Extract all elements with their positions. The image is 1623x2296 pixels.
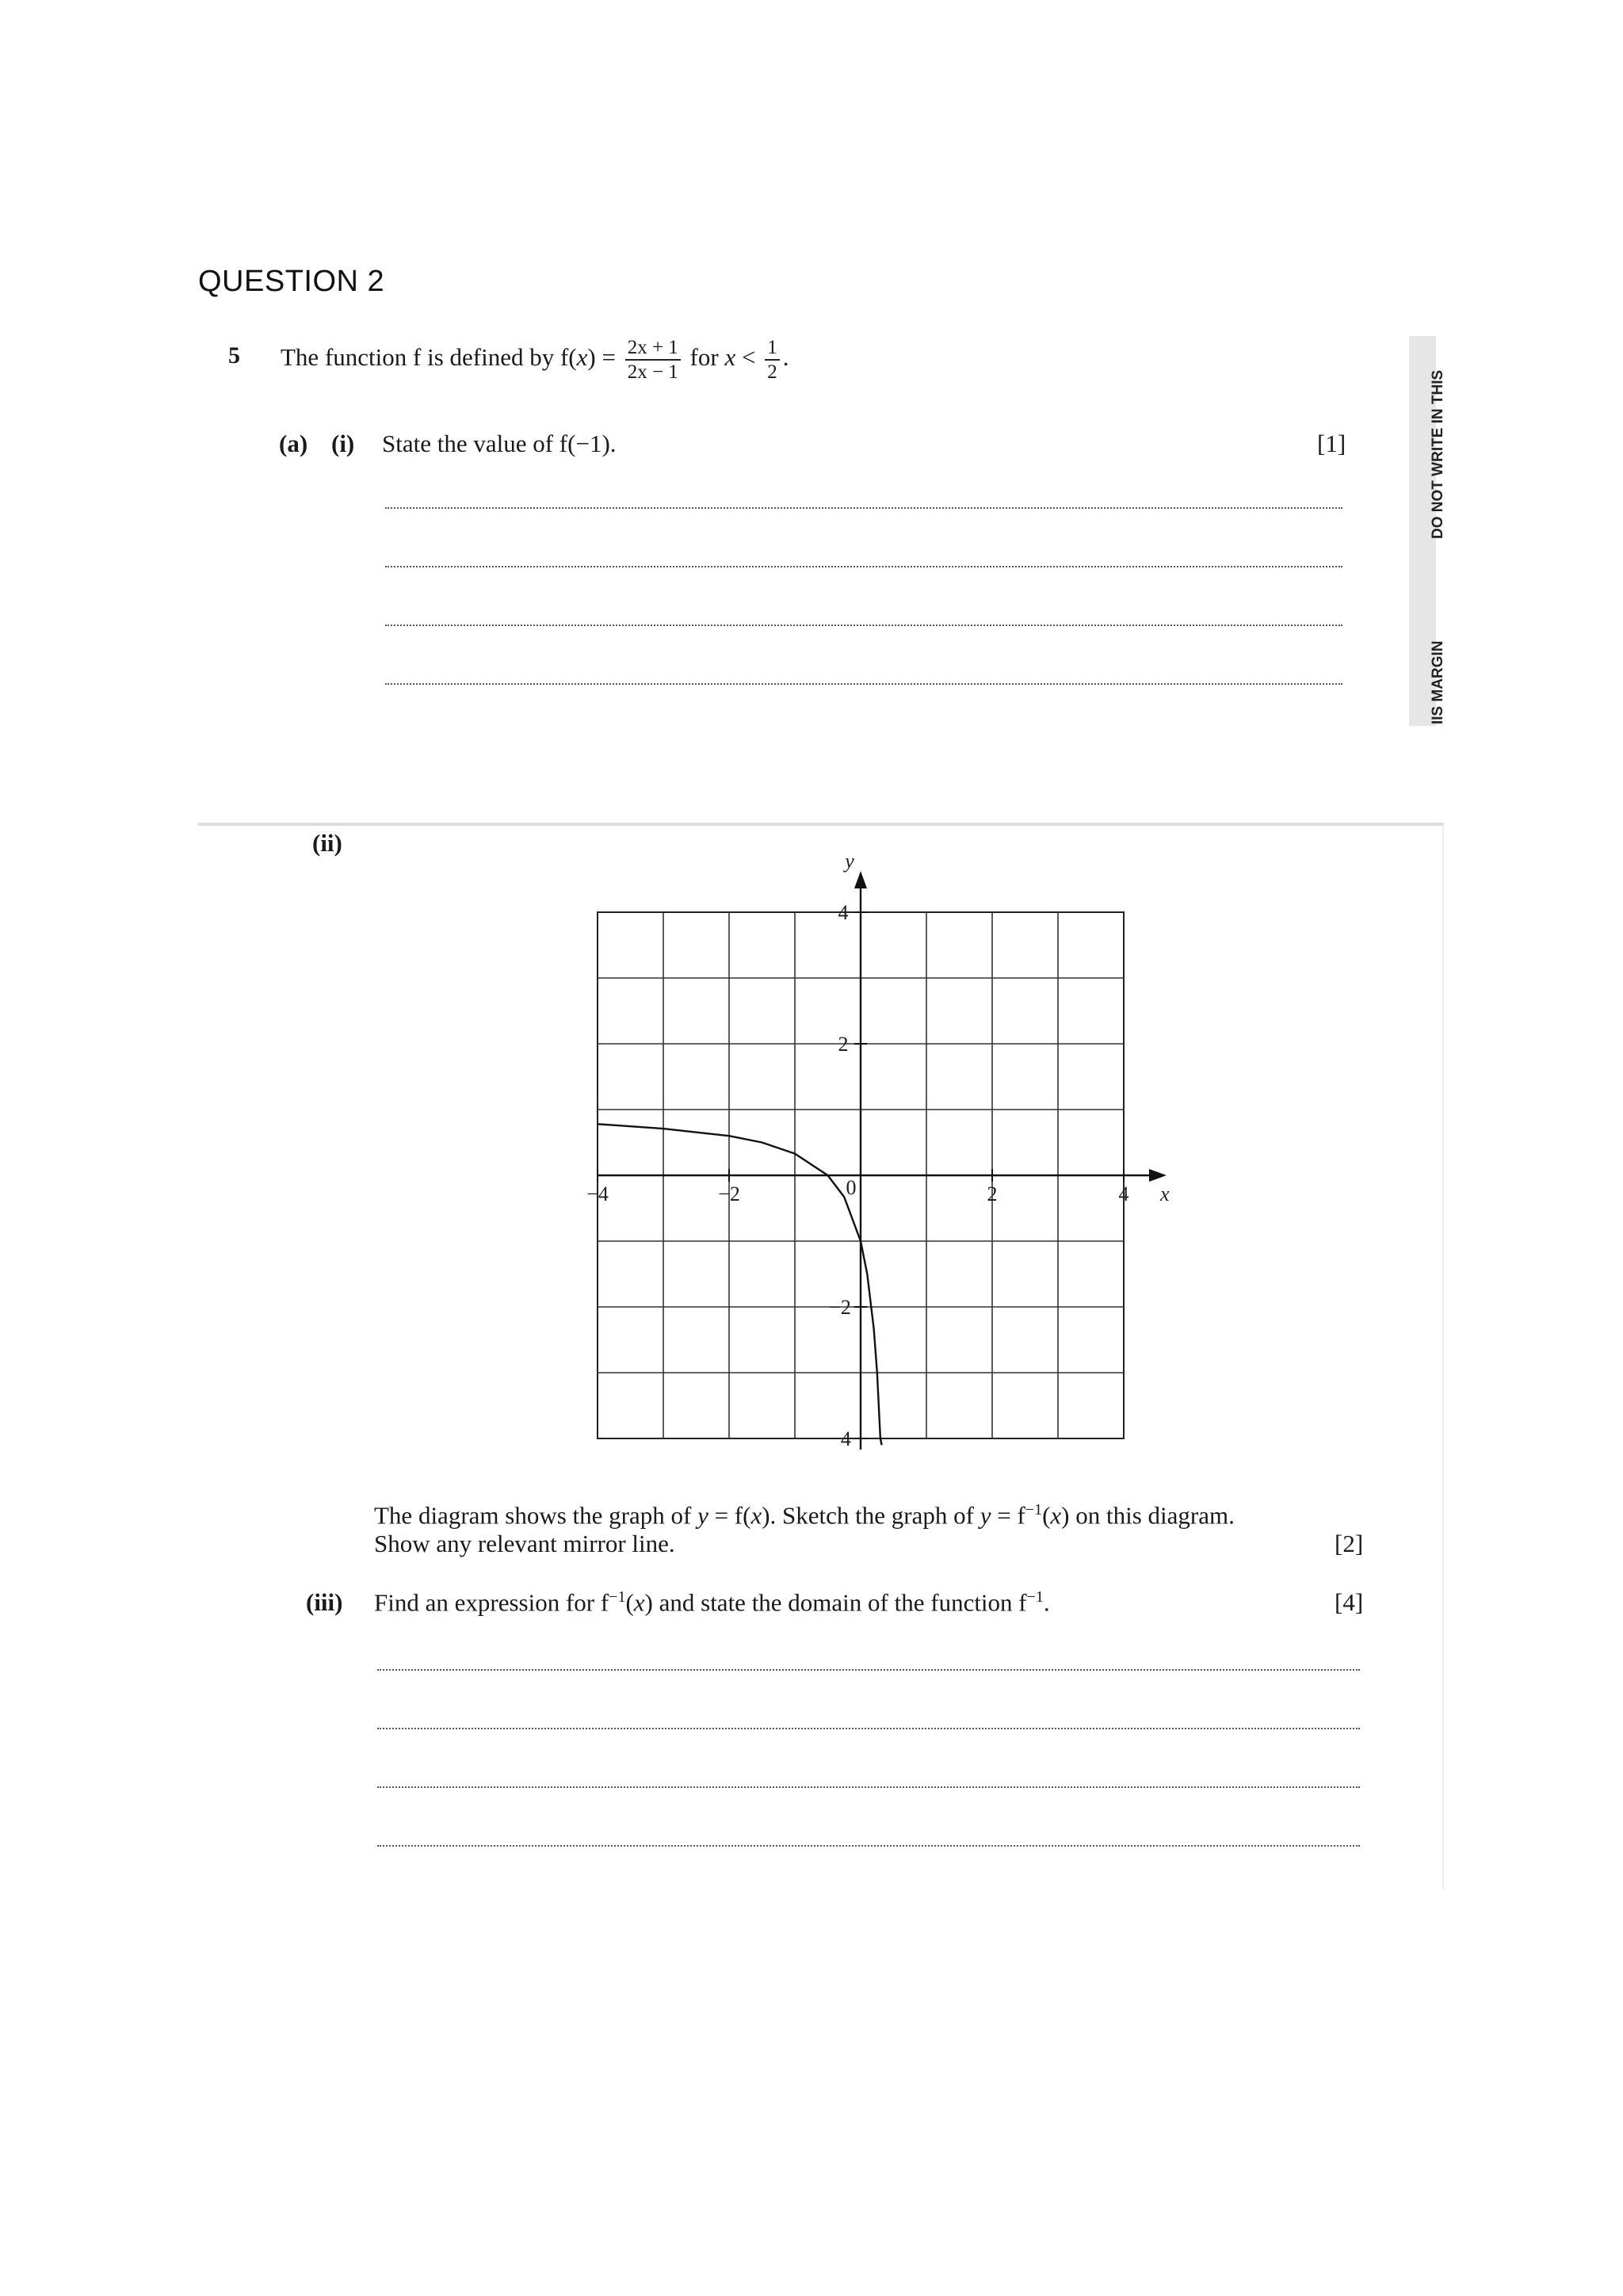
half-fraction bbox=[765, 338, 780, 382]
answer-line-5[interactable] bbox=[377, 1669, 1360, 1671]
x-tick-label: 4 bbox=[1118, 1182, 1129, 1205]
part-a-i-label: (i) bbox=[331, 430, 355, 457]
y-axis-label: y bbox=[845, 850, 854, 873]
part-a-ii-label: (ii) bbox=[312, 829, 342, 857]
answer-line-3[interactable] bbox=[385, 625, 1342, 626]
half-numerator: 1 bbox=[765, 338, 780, 361]
x-axis-label: x bbox=[1160, 1182, 1170, 1205]
part-a-ii-description-line1: The diagram shows the graph of y = f(x). Sketch the graph of $y = f^{-1}(x)$ on this diagram. bbox=[374, 1501, 1235, 1530]
part-a-label: (a) bbox=[279, 430, 308, 457]
intro-for: for bbox=[689, 343, 719, 372]
intro-end: . bbox=[782, 343, 789, 372]
answer-line-8[interactable] bbox=[377, 1845, 1360, 1847]
intro-lt: < bbox=[741, 343, 756, 372]
part-a-ii-description-line2: Show any relevant mirror line. bbox=[374, 1530, 675, 1557]
answer-line-7[interactable] bbox=[377, 1786, 1360, 1788]
function-graph bbox=[198, 826, 1442, 1460]
y-tick-label: 2 bbox=[838, 1033, 849, 1056]
question-number: 5 bbox=[228, 342, 240, 369]
x-tick-label: 2 bbox=[987, 1182, 998, 1205]
curve-f bbox=[598, 1124, 882, 1445]
half-denominator: 2 bbox=[767, 361, 777, 383]
y-tick-label: −2 bbox=[829, 1296, 851, 1319]
y-axis-arrow bbox=[854, 871, 867, 888]
intro-prefix: The function f is defined by f( bbox=[281, 343, 577, 372]
fraction-numerator: 2x + 1 bbox=[625, 338, 681, 361]
y-tick-label: −4 bbox=[829, 1427, 851, 1450]
intro-x: x bbox=[724, 343, 736, 372]
x-tick-label: −4 bbox=[586, 1182, 609, 1205]
margin-text-top: DO NOT WRITE IN THIS bbox=[1430, 369, 1446, 539]
origin-label: 0 bbox=[846, 1176, 857, 1199]
part-a-iii-label: (iii) bbox=[306, 1588, 343, 1616]
intro-eq: ) = bbox=[587, 343, 616, 372]
margin-text-bottom: IIS MARGIN bbox=[1430, 640, 1446, 724]
fraction-denominator: 2x − 1 bbox=[627, 361, 678, 383]
part-a-i-text: State the value of f(−1). bbox=[382, 430, 617, 457]
x-axis-arrow bbox=[1149, 1169, 1167, 1182]
part-a-ii-iii-section bbox=[198, 823, 1444, 1889]
y-tick-label: 4 bbox=[838, 901, 849, 924]
curves bbox=[598, 1124, 882, 1445]
part-a-iii-marks: [4] bbox=[1335, 1588, 1364, 1616]
x-tick-label: −2 bbox=[718, 1182, 740, 1205]
function-fraction bbox=[625, 338, 681, 382]
tick-labels bbox=[586, 850, 1170, 1450]
question-intro bbox=[281, 338, 789, 382]
answer-line-4[interactable] bbox=[385, 683, 1342, 685]
answer-line-6[interactable] bbox=[377, 1728, 1360, 1729]
answer-line-2[interactable] bbox=[385, 566, 1342, 567]
part-a-i-marks: [1] bbox=[1317, 430, 1346, 457]
axes bbox=[598, 871, 1167, 1450]
answer-line-1[interactable] bbox=[385, 507, 1342, 509]
page-heading: QUESTION 2 bbox=[198, 265, 385, 298]
part-a-iii-text: Find an expression for $f^{-1}(x)$ and state the domain of the function $f^{-1}$. bbox=[374, 1588, 1050, 1617]
intro-var: x bbox=[576, 343, 588, 372]
part-a-ii-marks: [2] bbox=[1335, 1530, 1364, 1557]
